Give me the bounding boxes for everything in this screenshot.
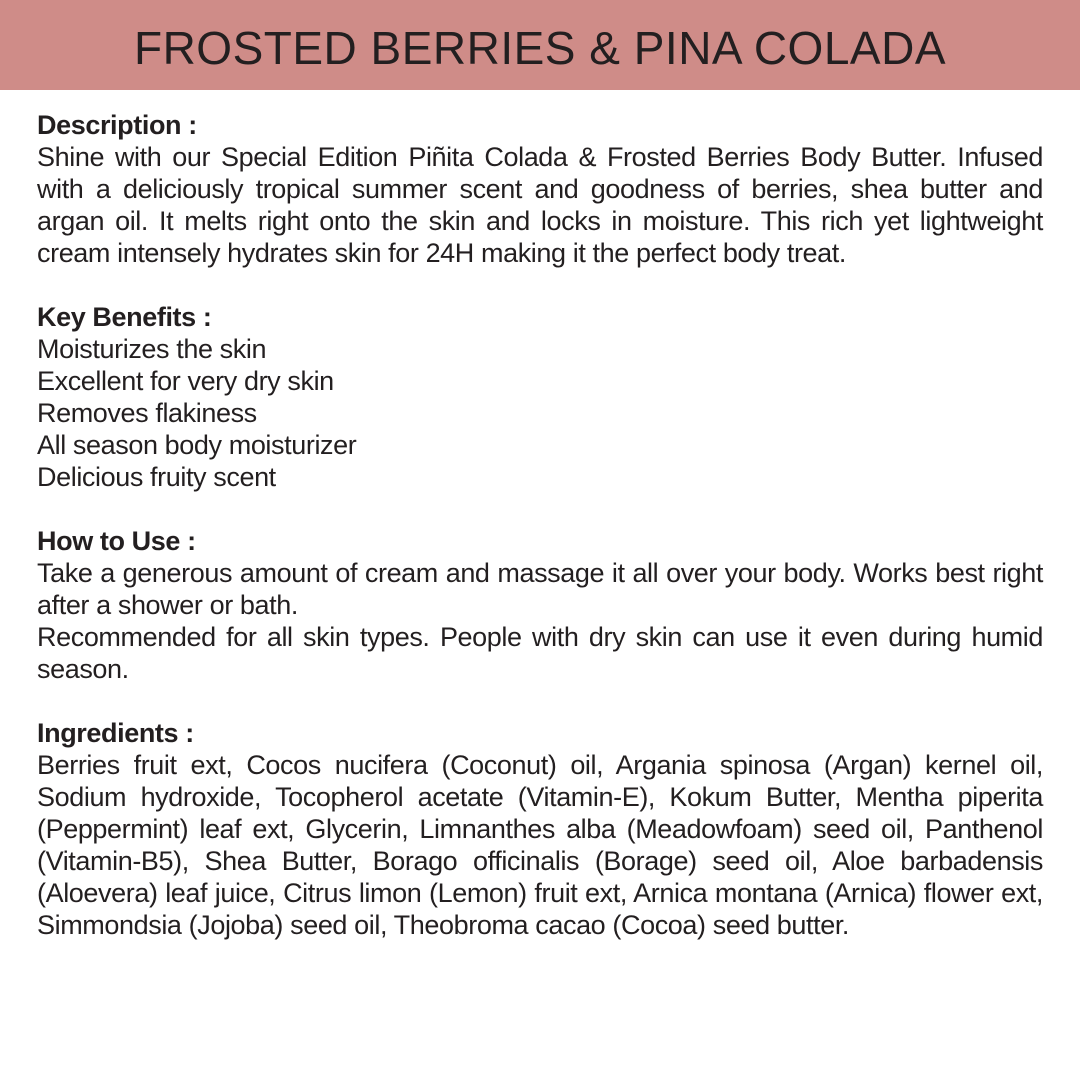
- title-banner: [0, 0, 1080, 90]
- benefit-item: Excellent for very dry skin: [37, 366, 334, 396]
- description-heading: Description :: [37, 110, 197, 140]
- how-to-use-heading: How to Use :: [37, 526, 196, 556]
- ingredients-text: Berries fruit ext, Cocos nucifera (Coconut) oil, Argania spinosa (Argan) kernel oil, Sodium hydroxide, Tocopherol acetate (Vitamin-E), Kokum Butter, Mentha piperita (Peppermint) leaf ext, Glycerin, Limnanthes alba (Meadowfoam) seed oil, Panthenol (Vitamin-B5), Shea Butter, Borago officinalis (Borage) seed oil, Aloe barbadensis (Aloevera) leaf juice, Citrus limon (Lemon) fruit ext, Arnica montana (Arnica) flower ext, Simmondsia (Jojoba) seed oil, Theobroma cacao (Cocoa) seed butter.: [37, 750, 1043, 940]
- benefit-item: Delicious fruity scent: [37, 462, 276, 492]
- page-title: FROSTED BERRIES & PINA COLADA: [133, 22, 947, 74]
- product-details: [37, 109, 1043, 973]
- benefit-item: Moisturizes the skin: [37, 334, 267, 364]
- benefits-heading: Key Benefits :: [37, 302, 212, 332]
- benefit-item: All season body moisturizer: [37, 430, 357, 460]
- benefits-section: [37, 301, 1043, 493]
- how-to-use-section: [37, 525, 1043, 685]
- how-to-use-paragraph: Take a generous amount of cream and massage it all over your body. Works best right after a shower or bath.: [37, 558, 1043, 620]
- benefit-item: Removes flakiness: [37, 398, 257, 428]
- ingredients-heading: Ingredients :: [37, 718, 194, 748]
- ingredients-section: [37, 717, 1043, 941]
- description-text: Shine with our Special Edition Piñita Colada & Frosted Berries Body Butter. Infused with a deliciously tropical summer scent and goodness of berries, shea butter and argan oil. It melts right onto the skin and locks in moisture. This rich yet lightweight cream intensely hydrates skin for 24H making it the perfect body treat.: [37, 142, 1043, 268]
- how-to-use-paragraph: Recommended for all skin types. People with dry skin can use it even during humid season.: [37, 622, 1043, 684]
- benefits-list: [37, 333, 1043, 493]
- description-section: [37, 109, 1043, 269]
